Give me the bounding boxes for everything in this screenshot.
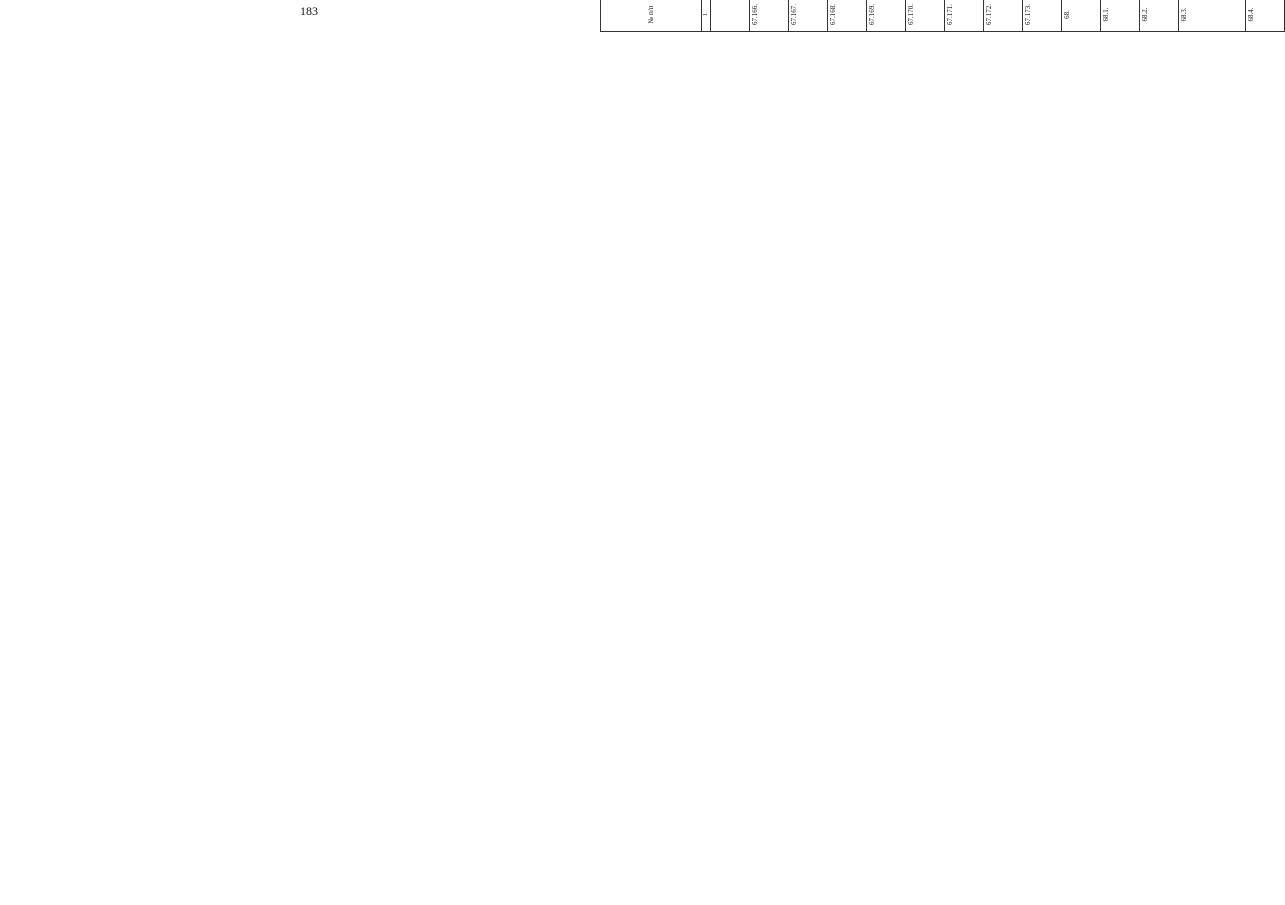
row-number: 67.173. (1023, 0, 1062, 32)
row-number: 67.170. (906, 0, 945, 32)
table-row (906, 0, 945, 32)
row-number: 68.1. (1101, 0, 1140, 32)
table-row (867, 0, 906, 32)
table-row (945, 0, 984, 32)
table-row (828, 0, 867, 32)
table-body (711, 0, 1285, 32)
column-number: 1 (702, 0, 711, 32)
row-number: 68.4. (1246, 0, 1285, 32)
table-row (984, 0, 1023, 32)
table-row (750, 0, 789, 32)
table-row (789, 0, 828, 32)
table-header (601, 0, 711, 32)
row-number: 67.166. (750, 0, 789, 32)
rotated-table-sheet (600, 0, 1256, 32)
row-number: 67.172. (984, 0, 1023, 32)
row-number: 67.169. (867, 0, 906, 32)
row-number: 67.168. (828, 0, 867, 32)
row-number: 68.2. (1140, 0, 1179, 32)
page-number: 183 (300, 4, 318, 18)
row-number: 67.171. (945, 0, 984, 32)
header-row (601, 0, 702, 32)
table-row (1140, 0, 1179, 32)
row-number: 68. (1062, 0, 1101, 32)
row-number: 68.3. (1179, 0, 1246, 32)
table-row (1023, 0, 1062, 32)
column-number-row (702, 0, 711, 32)
table-row (1179, 0, 1246, 32)
table-row (711, 0, 750, 32)
table-row (1246, 0, 1285, 32)
row-number: 67.167. (789, 0, 828, 32)
repair-plan-table (600, 0, 1285, 32)
table-row (1062, 0, 1101, 32)
table-row (1101, 0, 1140, 32)
column-header: № п/п (601, 0, 702, 32)
row-number (711, 0, 750, 32)
